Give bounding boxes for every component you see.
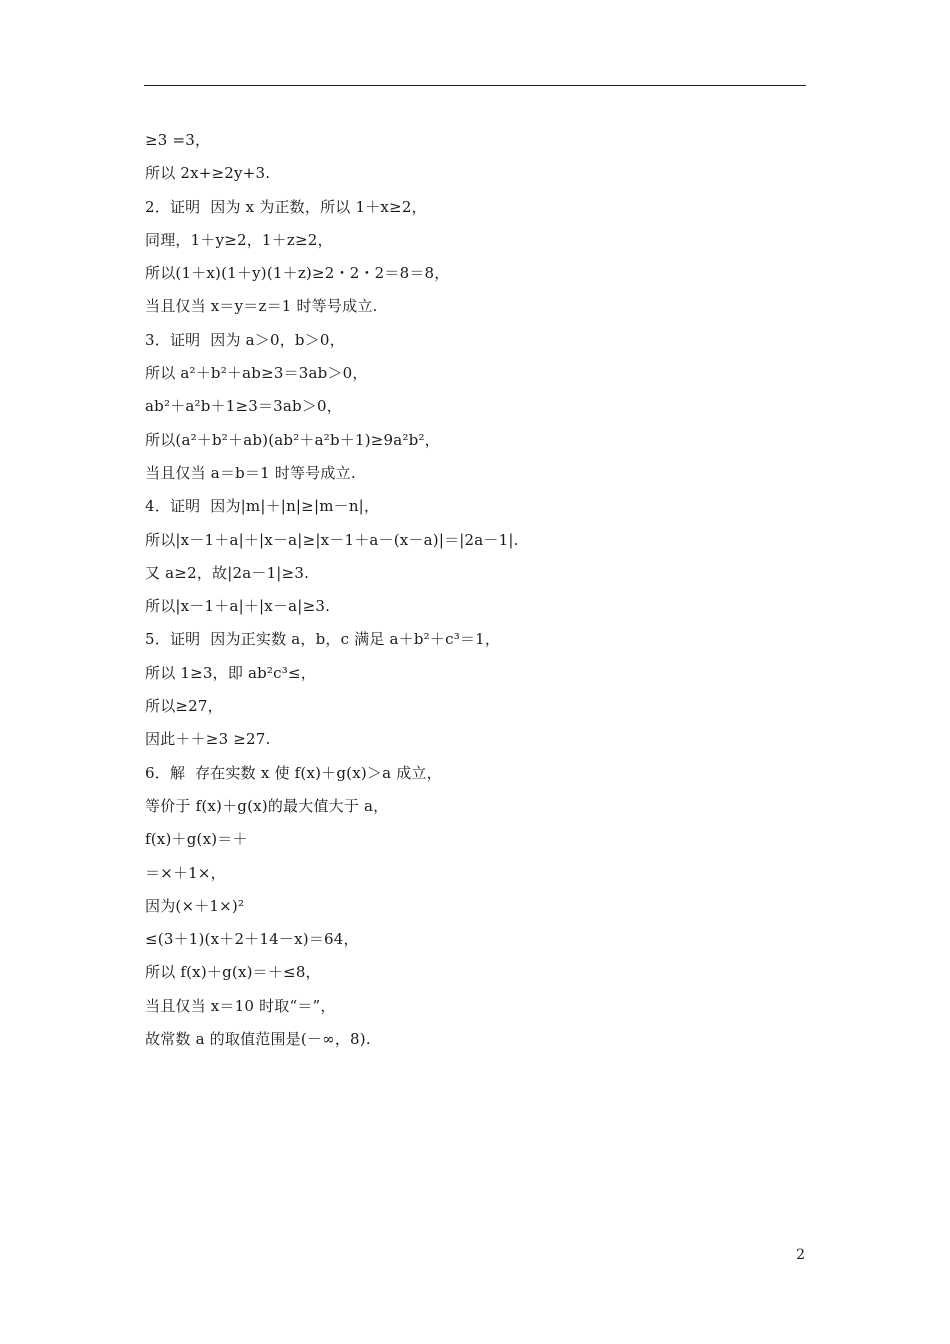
text-line: 所以|x－1＋a|＋|x－a|≥|x－1＋a－(x－a)|＝|2a－1|. bbox=[145, 530, 519, 549]
text-line: 所以 2x+≥2y+3. bbox=[145, 164, 271, 183]
text-line: 所以 a²＋b²＋ab≥3＝3ab＞0， bbox=[145, 364, 368, 383]
text-line: ≥3 =3， bbox=[145, 131, 211, 149]
text-line: 当且仅当 x＝10 时取“＝”， bbox=[145, 996, 336, 1015]
text-line: 所以 f(x)＋g(x)＝＋≤8， bbox=[145, 963, 321, 982]
text-line: 所以(a²＋b²＋ab)(ab²＋a²b＋1)≥9a²b²， bbox=[145, 430, 440, 449]
text-line: 所以|x－1＋a|＋|x－a|≥3. bbox=[145, 597, 331, 616]
solution-text bbox=[145, 124, 805, 1056]
text-line: 所以≥27， bbox=[145, 697, 223, 716]
text-line: 又 a≥2，故|2a－1|≥3. bbox=[145, 563, 310, 582]
page-number: 2 bbox=[796, 1247, 805, 1263]
text-line: 6．解 存在实数 x 使 f(x)＋g(x)＞a 成立， bbox=[145, 763, 442, 782]
text-line: 故常数 a 的取值范围是(－∞，8). bbox=[145, 1030, 371, 1049]
text-line: 5．证明 因为正实数 a，b，c 满足 a＋b²＋c³＝1， bbox=[145, 630, 501, 649]
text-line: 同理，1＋y≥2，1＋z≥2， bbox=[145, 230, 333, 249]
text-line: 3．证明 因为 a＞0，b＞0， bbox=[145, 330, 345, 349]
text-line: 当且仅当 x＝y＝z＝1 时等号成立. bbox=[145, 297, 378, 316]
text-line: 4．证明 因为|m|＋|n|≥|m－n|， bbox=[145, 497, 380, 516]
text-line: 2．证明 因为 x 为正数，所以 1＋x≥2， bbox=[145, 197, 427, 216]
text-line: f(x)＋g(x)＝＋ bbox=[145, 830, 248, 849]
text-line: 因为(×＋1×)² bbox=[145, 896, 245, 915]
text-line: 所以 1≥3，即 ab²c³≤， bbox=[145, 663, 316, 682]
text-line: 因此＋＋≥3 ≥27. bbox=[145, 730, 271, 749]
header-rule bbox=[144, 85, 806, 86]
text-line: 等价于 f(x)＋g(x)的最大值大于 a， bbox=[145, 796, 389, 815]
text-line: 所以(1＋x)(1＋y)(1＋z)≥2・2・2＝8＝8， bbox=[145, 264, 450, 283]
text-line: ≤(3＋1)(x＋2＋14－x)＝64， bbox=[145, 930, 359, 949]
text-line: ＝×＋1×， bbox=[145, 863, 226, 882]
text-line: ab²＋a²b＋1≥3＝3ab＞0， bbox=[145, 397, 343, 416]
text-line: 当且仅当 a＝b＝1 时等号成立. bbox=[145, 463, 356, 482]
